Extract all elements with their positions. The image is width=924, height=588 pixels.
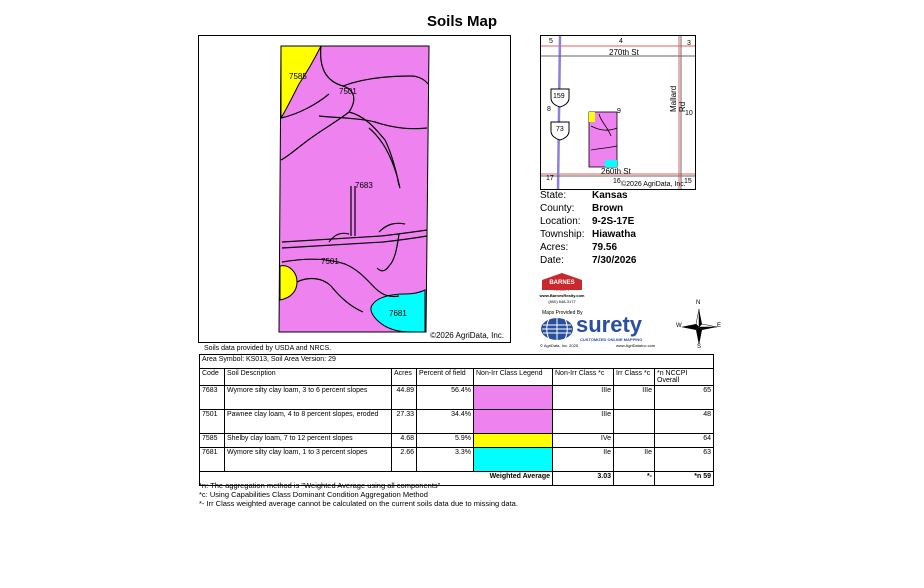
road-260th-st: 260th St <box>601 167 631 176</box>
footnotes <box>199 481 518 508</box>
row-irr <box>614 410 655 434</box>
row-acres: 4.68 <box>392 434 417 448</box>
header-legend: Non-Irr Class Legend <box>474 369 553 386</box>
info-location: Location: 9-2S-17E <box>540 216 635 227</box>
info-township: Township: Hiawatha <box>540 229 636 240</box>
map-label-7683: 7683 <box>355 181 373 190</box>
road-270th-st: 270th St <box>609 48 639 57</box>
highway-159-label: 159 <box>553 93 565 100</box>
info-acres: Acres: 79.56 <box>540 242 618 253</box>
location-map-copyright: ©2026 AgriData, Inc. <box>621 181 686 188</box>
section-10: 10 <box>685 110 693 117</box>
highway-73-label: 73 <box>556 126 564 133</box>
compass-w: W <box>676 323 682 329</box>
barnes-realty-logo <box>538 272 586 310</box>
section-16: 16 <box>613 178 621 185</box>
weighted-average-label: Weighted Average <box>200 472 553 486</box>
compass-rose-icon <box>676 300 722 350</box>
header-nonirr-class: Non-Irr Class *c <box>553 369 614 386</box>
row-nccpi: 64 <box>655 434 714 448</box>
row-acres: 44.89 <box>392 386 417 410</box>
row-code: 7585 <box>200 434 225 448</box>
globe-icon <box>540 317 574 341</box>
header-nccpi: *n NCCPI Overall <box>655 369 714 386</box>
row-irr <box>614 434 655 448</box>
header-acres: Acres <box>392 369 417 386</box>
area-symbol: Area Symbol: KS013, Soil Area Version: 29 <box>200 355 714 369</box>
surety-copyright: © AgriData, Inc. 2025 <box>540 343 579 348</box>
section-4: 4 <box>619 38 623 45</box>
section-9: 9 <box>617 108 621 115</box>
surety-tagline: CUSTOMIZED ONLINE MAPPING <box>580 337 643 342</box>
row-nccpi: 63 <box>655 448 714 472</box>
map-label-7501-bottom: 7501 <box>321 257 339 266</box>
row-percent: 5.9% <box>417 434 474 448</box>
row-nonirr: IIe <box>553 448 614 472</box>
footnote-n: *n: The aggregation method is "Weighted Average using all components" <box>199 481 441 490</box>
soils-table <box>199 354 714 486</box>
map-copyright: ©2026 AgriData, Inc. <box>430 331 504 340</box>
section-3: 3 <box>687 40 691 47</box>
location-map[interactable] <box>540 35 696 190</box>
row-legend-swatch <box>474 386 553 410</box>
compass-s: S <box>697 344 702 350</box>
table-row <box>200 410 714 434</box>
table-row <box>200 386 714 410</box>
footnote-c: *c: Using Capabilities Class Dominant Condition Aggregation Method <box>199 490 428 499</box>
weighted-nonirr: 3.03 <box>553 472 614 486</box>
compass-e: E <box>717 323 722 329</box>
map-label-7681: 7681 <box>389 309 407 318</box>
row-legend-swatch <box>474 410 553 434</box>
row-nonirr: IIIe <box>553 410 614 434</box>
row-code: 7681 <box>200 448 225 472</box>
table-header-row <box>200 369 714 386</box>
row-description: Shelby clay loam, 7 to 12 percent slopes <box>225 434 392 448</box>
section-8: 8 <box>547 106 551 113</box>
area-symbol-row <box>200 355 714 369</box>
row-acres: 27.33 <box>392 410 417 434</box>
map-label-7585: 7585 <box>289 72 307 81</box>
section-15: 15 <box>684 178 692 185</box>
footnote-irr: *- Irr Class weighted average cannot be calculated on the current soils data due to missing data. <box>199 499 518 508</box>
barnes-sub: REALTY <box>554 287 570 292</box>
source-note: Soils data provided by USDA and NRCS. <box>204 345 332 352</box>
row-description: Wymore silty clay loam, 3 to 6 percent slopes <box>225 386 392 410</box>
compass-n: N <box>696 300 701 306</box>
table-row <box>200 448 714 472</box>
row-irr: IIIe <box>614 386 655 410</box>
row-percent: 34.4% <box>417 410 474 434</box>
section-17: 17 <box>546 175 554 182</box>
barnes-phone: (800) 648-3177 <box>548 299 576 304</box>
row-description: Pawnee clay loam, 4 to 8 percent slopes, eroded <box>225 410 392 434</box>
surety-name: surety <box>576 312 643 337</box>
row-nonirr: IIIe <box>553 386 614 410</box>
weighted-nccpi: *n 59 <box>655 472 714 486</box>
row-code: 7501 <box>200 410 225 434</box>
row-nccpi: 48 <box>655 410 714 434</box>
surety-site: www.AgriDataInc.com <box>616 343 656 348</box>
row-legend-swatch <box>474 448 553 472</box>
header-percent: Percent of field <box>417 369 474 386</box>
header-code: Code <box>200 369 225 386</box>
surety-logo <box>540 310 670 350</box>
row-nonirr: IVe <box>553 434 614 448</box>
section-5: 5 <box>549 38 553 45</box>
info-county: County: Brown <box>540 203 624 214</box>
table-row <box>200 434 714 448</box>
row-legend-swatch <box>474 434 553 448</box>
barnes-name: BARNES <box>549 280 575 286</box>
row-percent: 3.3% <box>417 448 474 472</box>
barnes-site: www.BarnesRealty.com <box>539 293 585 298</box>
road-mallard-rd: Mallard Rd <box>669 85 687 112</box>
row-acres: 2.66 <box>392 448 417 472</box>
row-description: Wymore silty clay loam, 1 to 3 percent slopes <box>225 448 392 472</box>
soils-map[interactable] <box>198 35 511 343</box>
surety-provided: Maps Provided By <box>542 310 583 316</box>
map-label-7501-top: 7501 <box>339 87 357 96</box>
page-title: Soils Map <box>426 13 497 30</box>
header-irr-class: Irr Class *c <box>614 369 655 386</box>
row-nccpi: 65 <box>655 386 714 410</box>
row-percent: 56.4% <box>417 386 474 410</box>
weighted-irr: *- <box>614 472 655 486</box>
info-state: State: Kansas <box>540 190 628 201</box>
info-date: Date: 7/30/2026 <box>540 255 637 266</box>
row-code: 7683 <box>200 386 225 410</box>
row-irr: IIe <box>614 448 655 472</box>
header-soil-description: Soil Description <box>225 369 392 386</box>
